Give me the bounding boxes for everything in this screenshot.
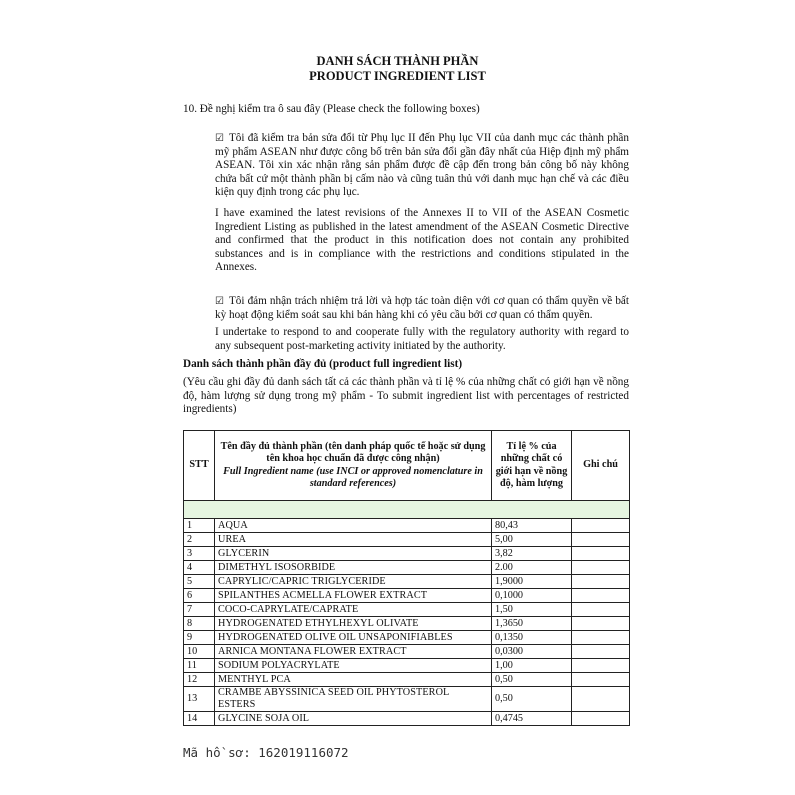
ingredient-name: CAPRYLIC/CAPRIC TRIGLYCERIDE	[215, 575, 492, 589]
declaration-2-en: I undertake to respond to and cooperate fully with the regulatory authority with regard to any subsequent post-marketing activity initiated by the authority.	[215, 326, 629, 352]
ingredient-name: ARNICA MONTANA FLOWER EXTRACT	[215, 645, 492, 659]
ingredient-rows	[184, 519, 630, 726]
file-code: Mã hồ sơ: 162019116072	[183, 745, 349, 760]
table-row	[184, 547, 630, 561]
table-row	[184, 603, 630, 617]
ingredient-percentage: 0,4745	[492, 712, 572, 726]
row-number: 2	[184, 533, 215, 547]
header-ingredient-name-vi: Tên đầy đủ thành phần (tên danh pháp quốc tế hoặc sử dụng tên khoa học chuẩn đã được công nhận)	[220, 440, 486, 464]
row-number: 4	[184, 561, 215, 575]
row-number: 5	[184, 575, 215, 589]
header-ingredient-name-en: Full Ingredient name (use INCI or approved nomenclature in standard references)	[223, 465, 483, 489]
declaration-2-vi-text: Tôi đảm nhận trách nhiệm trả lời và hợp tác toàn diện với cơ quan có thẩm quyền về bất kỳ hoạt động kiểm soát sau khi bán hàng khi có yêu cầu bởi cơ quan có thẩm quyền.	[215, 295, 629, 321]
ingredient-name: SODIUM POLYACRYLATE	[215, 659, 492, 673]
ingredient-percentage: 1,9000	[492, 575, 572, 589]
ingredient-note	[572, 617, 630, 631]
header-note: Ghi chú	[572, 431, 630, 501]
declaration-1-vi-text: Tôi đã kiểm tra bản sửa đổi từ Phụ lục II đến Phụ lục VII của danh mục các thành phần mỹ phẩm ASEAN như được công bố trên bản sửa đổi gần đây nhất của Hiệp định mỹ phẩm ASEAN. Tôi xin xác nhận rằng sản phẩm được đề cập đến trong bản công bố này không chứa bất cứ một thành phần bị cấm nào và cũng tuân thủ với danh mục hạn chế và các điều kiện quy định trong các phụ lục.	[215, 132, 629, 199]
ingredient-name: HYDROGENATED ETHYLHEXYL OLIVATE	[215, 617, 492, 631]
checked-box-icon: ☑	[215, 296, 224, 307]
ingredient-name: UREA	[215, 533, 492, 547]
ingredient-percentage: 1,00	[492, 659, 572, 673]
ingredient-percentage: 0,0300	[492, 645, 572, 659]
table-row	[184, 673, 630, 687]
ingredient-name: CRAMBE ABYSSINICA SEED OIL PHYTOSTEROL ESTERS	[215, 687, 492, 712]
header-stt: STT	[184, 431, 215, 501]
document-title-en: PRODUCT INGREDIENT LIST	[309, 69, 486, 83]
ingredient-note	[572, 687, 630, 712]
table-spacer-cell	[184, 501, 630, 519]
ingredient-name: AQUA	[215, 519, 492, 533]
row-number: 7	[184, 603, 215, 617]
ingredient-name: DIMETHYL ISOSORBIDE	[215, 561, 492, 575]
ingredient-list-heading: Danh sách thành phần đầy đủ (product full ingredient list)	[183, 358, 463, 370]
ingredient-percentage: 0,1000	[492, 589, 572, 603]
ingredient-note	[572, 712, 630, 726]
ingredient-note	[572, 575, 630, 589]
ingredient-percentage: 0,50	[492, 673, 572, 687]
ingredient-percentage: 0,1350	[492, 631, 572, 645]
row-number: 11	[184, 659, 215, 673]
row-number: 9	[184, 631, 215, 645]
row-number: 10	[184, 645, 215, 659]
ingredient-name: MENTHYL PCA	[215, 673, 492, 687]
table-row	[184, 645, 630, 659]
ingredient-note	[572, 659, 630, 673]
declaration-2-vi	[215, 295, 629, 322]
table-row	[184, 617, 630, 631]
ingredient-name: SPILANTHES ACMELLA FLOWER EXTRACT	[215, 589, 492, 603]
ingredient-name: HYDROGENATED OLIVE OIL UNSAPONIFIABLES	[215, 631, 492, 645]
ingredient-percentage: 5,00	[492, 533, 572, 547]
table-row	[184, 575, 630, 589]
ingredient-note	[572, 645, 630, 659]
table-spacer-row	[184, 501, 630, 519]
table-row	[184, 687, 630, 712]
row-number: 8	[184, 617, 215, 631]
row-number: 14	[184, 712, 215, 726]
table-row	[184, 519, 630, 533]
ingredient-percentage: 3,82	[492, 547, 572, 561]
ingredient-percentage: 0,50	[492, 687, 572, 712]
header-ingredient-name	[215, 431, 492, 501]
ingredient-list-note: (Yêu cầu ghi đầy đủ danh sách tất cả các thành phần và tỉ lệ % của những chất có giới hạn về nồng độ, hàm lượng sử dụng trong mỹ phẩm - To submit ingredient list with percentages of restricted ingredients)	[183, 376, 629, 416]
checked-box-icon: ☑	[215, 133, 224, 144]
table-row	[184, 631, 630, 645]
declaration-1-en: I have examined the latest revisions of the Annexes II to VII of the ASEAN Cosmetic Ingredient Listing as published in the latest amendment of the ASEAN Cosmetic Directive and confirmed that the product in this notification does not contain any prohibited substances and is in compliance with the restrictions and conditions stipulated in the Annexes.	[215, 207, 629, 274]
ingredient-name: GLYCINE SOJA OIL	[215, 712, 492, 726]
ingredient-note	[572, 603, 630, 617]
item-10-instruction: 10. Đề nghị kiểm tra ô sau đây (Please check the following boxes)	[183, 103, 480, 115]
table-row	[184, 589, 630, 603]
ingredient-note	[572, 589, 630, 603]
table-row	[184, 712, 630, 726]
ingredient-percentage: 1,3650	[492, 617, 572, 631]
ingredient-note	[572, 519, 630, 533]
row-number: 13	[184, 687, 215, 712]
ingredient-note	[572, 673, 630, 687]
ingredient-table	[183, 430, 630, 726]
table-header-row	[184, 431, 630, 501]
row-number: 12	[184, 673, 215, 687]
ingredient-note	[572, 631, 630, 645]
ingredient-note	[572, 533, 630, 547]
ingredient-percentage: 1,50	[492, 603, 572, 617]
row-number: 6	[184, 589, 215, 603]
table-row	[184, 561, 630, 575]
ingredient-note	[572, 547, 630, 561]
ingredient-name: COCO-CAPRYLATE/CAPRATE	[215, 603, 492, 617]
table-row	[184, 659, 630, 673]
ingredient-note	[572, 561, 630, 575]
ingredient-name: GLYCERIN	[215, 547, 492, 561]
ingredient-percentage: 80,43	[492, 519, 572, 533]
row-number: 1	[184, 519, 215, 533]
header-percentage: Tỉ lệ % của những chất có giới hạn về nồng độ, hàm lượng	[492, 431, 572, 501]
table-row	[184, 533, 630, 547]
row-number: 3	[184, 547, 215, 561]
document-title-vi: DANH SÁCH THÀNH PHẦN	[316, 54, 479, 68]
ingredient-percentage: 2.00	[492, 561, 572, 575]
declaration-1-vi	[215, 132, 629, 200]
